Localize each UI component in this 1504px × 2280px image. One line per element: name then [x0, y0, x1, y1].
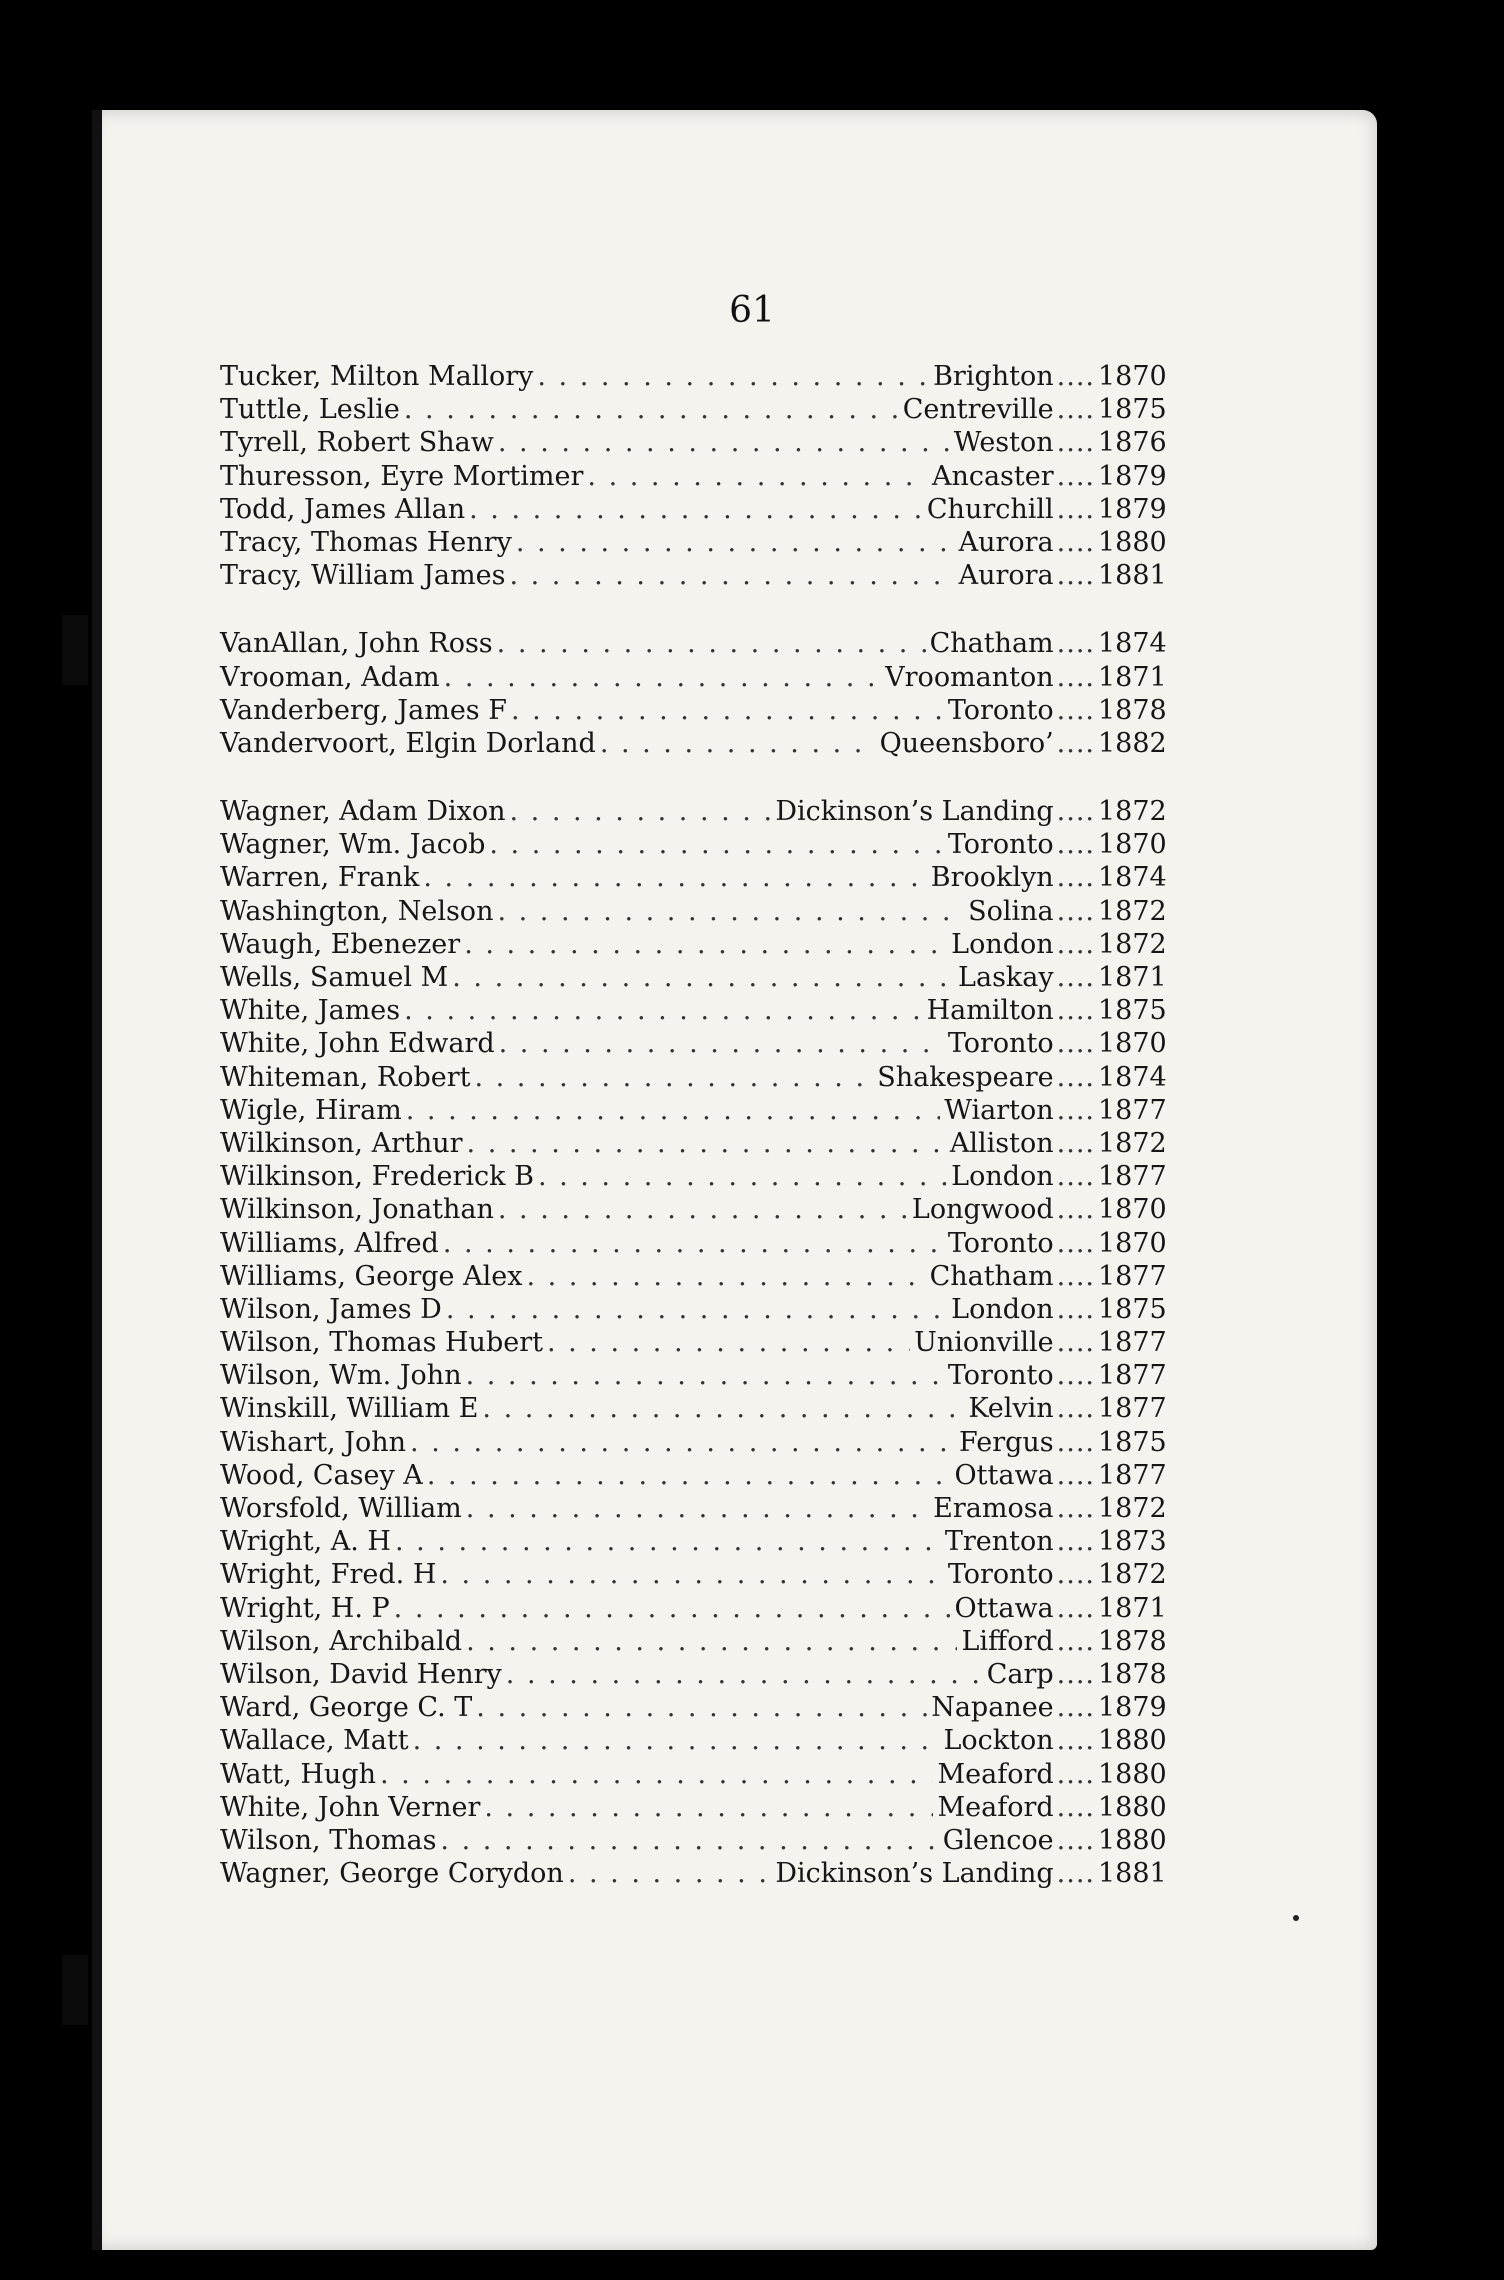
- list-item: [220, 1492, 1167, 1525]
- entry-name: Wallace, Matt: [220, 1725, 409, 1757]
- list-item: [220, 1691, 1167, 1724]
- entry-name: Vanderberg, James F: [220, 694, 507, 726]
- year-leader: ....: [1056, 796, 1095, 828]
- year-leader: ....: [1056, 1791, 1095, 1823]
- list-item: [220, 1758, 1167, 1791]
- dot-leader: [484, 1791, 933, 1824]
- dot-leader: [509, 559, 954, 592]
- entry-year: 1872: [1098, 1493, 1167, 1524]
- scan-speck: [1293, 1915, 1299, 1921]
- dot-leader: [516, 526, 955, 559]
- year-leader: ....: [1056, 1393, 1095, 1425]
- binding-mark-top: [62, 615, 88, 685]
- list-item: [220, 1558, 1167, 1591]
- entry-year: 1875: [1098, 1293, 1167, 1325]
- entry-place: Glencoe: [942, 1824, 1054, 1856]
- entry-year: 1871: [1098, 1592, 1167, 1624]
- name-group: [220, 627, 1167, 760]
- year-leader: ....: [1056, 995, 1095, 1027]
- list-item: [220, 360, 1167, 393]
- dot-leader: [476, 1691, 927, 1724]
- dot-leader: [482, 1392, 964, 1425]
- dot-leader: [404, 393, 899, 426]
- entry-name: Ward, George C. T: [220, 1692, 473, 1724]
- entry-year: 1871: [1098, 962, 1167, 993]
- dot-leader: [489, 828, 943, 861]
- dot-leader: [587, 460, 928, 493]
- entry-place: Lifford: [961, 1625, 1054, 1657]
- list-item: [220, 1857, 1167, 1890]
- year-leader: ....: [1056, 1327, 1095, 1359]
- entry-name: Thuresson, Eyre Mortimer: [220, 460, 584, 492]
- dot-leader: [446, 1293, 947, 1326]
- dot-leader: [466, 1359, 944, 1392]
- year-leader: ....: [1056, 1559, 1095, 1591]
- dot-leader: [498, 1193, 908, 1226]
- year-leader: ....: [1056, 1293, 1095, 1325]
- dot-leader: [440, 1824, 938, 1857]
- year-leader: ....: [1056, 727, 1095, 759]
- dot-leader: [410, 1426, 955, 1459]
- dot-leader: [423, 861, 926, 894]
- entry-name: Whiteman, Robert: [220, 1061, 471, 1093]
- entry-name: Wilson, Archibald: [220, 1625, 463, 1657]
- year-leader: ....: [1056, 694, 1095, 726]
- entry-name: Tucker, Milton Mallory: [220, 361, 534, 392]
- entry-place: Vroomanton: [885, 661, 1054, 693]
- entry-year: 1875: [1098, 995, 1167, 1027]
- entry-name: Warren, Frank: [220, 862, 420, 894]
- entry-name: Wright, A. H: [220, 1526, 391, 1558]
- entry-name: Vrooman, Adam: [220, 661, 440, 693]
- list-item: [220, 994, 1167, 1027]
- year-leader: ....: [1056, 1061, 1095, 1093]
- entry-name: Wells, Samuel M: [220, 962, 449, 993]
- entry-year: 1877: [1098, 1360, 1167, 1392]
- year-leader: ....: [1056, 1658, 1095, 1690]
- entry-year: 1874: [1098, 628, 1167, 660]
- entry-year: 1872: [1098, 895, 1167, 927]
- list-item: [220, 1326, 1167, 1359]
- list-item: [220, 1426, 1167, 1459]
- entry-name: VanAllan, John Ross: [220, 628, 493, 660]
- list-item: [220, 828, 1167, 861]
- year-leader: ....: [1056, 526, 1095, 558]
- list-item: [220, 559, 1167, 592]
- entry-place: Lockton: [943, 1725, 1054, 1757]
- entry-place: Longwood: [911, 1194, 1054, 1226]
- entry-year: 1870: [1098, 1028, 1167, 1060]
- list-item: [220, 1459, 1167, 1492]
- entry-year: 1879: [1098, 493, 1167, 525]
- dot-leader: [395, 1525, 941, 1558]
- entry-place: Brighton: [933, 361, 1054, 392]
- list-item: [220, 1359, 1167, 1392]
- entry-name: Williams, George Alex: [220, 1260, 523, 1292]
- entry-year: 1875: [1098, 394, 1167, 426]
- entry-place: Ottawa: [954, 1459, 1054, 1491]
- name-group: [220, 360, 1167, 592]
- entry-name: Wilson, Thomas Hubert: [220, 1327, 543, 1359]
- entry-place: Meaford: [937, 1758, 1054, 1790]
- year-leader: ....: [1056, 1493, 1095, 1524]
- list-item: [220, 1392, 1167, 1425]
- list-item: [220, 627, 1167, 660]
- entry-place: Ancaster: [931, 460, 1054, 492]
- entry-place: Chatham: [929, 628, 1054, 660]
- entry-place: Aurora: [958, 526, 1054, 558]
- entry-name: Wilkinson, Frederick B: [220, 1161, 534, 1193]
- dot-leader: [497, 895, 964, 928]
- dot-leader: [404, 994, 923, 1027]
- list-item: [220, 426, 1167, 459]
- list-item: [220, 961, 1167, 994]
- year-leader: ....: [1056, 460, 1095, 492]
- entry-name: Tyrell, Robert Shaw: [220, 427, 494, 459]
- dot-leader: [526, 1260, 925, 1293]
- entry-year: 1870: [1098, 361, 1167, 392]
- list-item: [220, 694, 1167, 727]
- list-item: [220, 1061, 1167, 1094]
- entry-place: Churchill: [926, 493, 1054, 525]
- list-item: [220, 861, 1167, 894]
- year-leader: ....: [1056, 862, 1095, 894]
- list-item: [220, 1227, 1167, 1260]
- dot-leader: [406, 1094, 940, 1127]
- entry-name: White, John Verner: [220, 1791, 481, 1823]
- entry-year: 1877: [1098, 1393, 1167, 1425]
- entry-place: London: [951, 1293, 1054, 1325]
- entry-name: Tracy, Thomas Henry: [220, 526, 512, 558]
- list-item: [220, 526, 1167, 559]
- list-item: [220, 1260, 1167, 1293]
- entry-year: 1877: [1098, 1161, 1167, 1193]
- year-leader: ....: [1056, 427, 1095, 459]
- entry-place: Ottawa: [954, 1592, 1054, 1624]
- year-leader: ....: [1056, 829, 1095, 861]
- entry-name: Wishart, John: [220, 1426, 407, 1458]
- entry-name: Wilkinson, Arthur: [220, 1127, 463, 1159]
- year-leader: ....: [1056, 361, 1095, 392]
- entry-name: White, James: [220, 995, 401, 1027]
- dot-leader: [498, 426, 950, 459]
- year-leader: ....: [1056, 1824, 1095, 1856]
- list-item: [220, 393, 1167, 426]
- entry-name: Worsfold, William: [220, 1493, 462, 1524]
- entry-place: Queensboro’: [879, 727, 1054, 759]
- entry-year: 1880: [1098, 1758, 1167, 1790]
- entry-year: 1870: [1098, 1227, 1167, 1259]
- dot-leader: [474, 1061, 873, 1094]
- entry-place: Wiarton: [944, 1094, 1054, 1126]
- year-leader: ....: [1056, 928, 1095, 960]
- year-leader: ....: [1056, 1194, 1095, 1226]
- entry-name: Wright, H. P: [220, 1592, 390, 1624]
- entry-place: Solina: [968, 895, 1054, 927]
- entry-year: 1880: [1098, 1791, 1167, 1823]
- dot-leader: [538, 1160, 947, 1193]
- year-leader: ....: [1056, 1161, 1095, 1193]
- dot-leader: [413, 1724, 940, 1757]
- entry-place: Napanee: [931, 1692, 1054, 1724]
- entry-name: Williams, Alfred: [220, 1227, 439, 1259]
- entry-year: 1871: [1098, 661, 1167, 693]
- dot-leader: [537, 360, 929, 393]
- list-item: [220, 1127, 1167, 1160]
- entry-name: Wilson, Thomas: [220, 1824, 437, 1856]
- entry-year: 1872: [1098, 1559, 1167, 1591]
- year-leader: ....: [1056, 1260, 1095, 1292]
- entry-place: London: [951, 928, 1054, 960]
- dot-leader: [511, 694, 944, 727]
- entry-name: Wilkinson, Jonathan: [220, 1194, 494, 1226]
- entry-name: Wright, Fred. H: [220, 1559, 437, 1591]
- dot-leader: [499, 1027, 944, 1060]
- entry-place: Kelvin: [968, 1393, 1054, 1425]
- entry-year: 1874: [1098, 1061, 1167, 1093]
- entry-year: 1872: [1098, 1127, 1167, 1159]
- entry-place: Unionville: [914, 1327, 1054, 1359]
- year-leader: ....: [1056, 1094, 1095, 1126]
- entry-year: 1879: [1098, 460, 1167, 492]
- year-leader: ....: [1056, 1692, 1095, 1724]
- list-item: [220, 795, 1167, 828]
- year-leader: ....: [1056, 1127, 1095, 1159]
- dot-leader: [600, 727, 876, 760]
- list-item: [220, 1027, 1167, 1060]
- page-edge-shadow: [92, 110, 102, 2250]
- year-leader: ....: [1056, 1028, 1095, 1060]
- entry-name: Wilson, James D: [220, 1293, 442, 1325]
- entry-year: 1877: [1098, 1094, 1167, 1126]
- entry-year: 1874: [1098, 862, 1167, 894]
- entry-place: Dickinson’s Landing: [775, 1858, 1054, 1890]
- entry-name: Wilson, Wm. John: [220, 1360, 462, 1392]
- entry-place: Shakespeare: [877, 1061, 1054, 1093]
- entry-name: Waugh, Ebenezer: [220, 928, 461, 960]
- year-leader: ....: [1056, 1426, 1095, 1458]
- dot-leader: [466, 1492, 929, 1525]
- entry-name: Wagner, Adam Dixon: [220, 796, 506, 828]
- list-item: [220, 1160, 1167, 1193]
- entry-year: 1879: [1098, 1692, 1167, 1724]
- year-leader: ....: [1056, 628, 1095, 660]
- entry-year: 1878: [1098, 694, 1167, 726]
- dot-leader: [497, 627, 926, 660]
- year-leader: ....: [1056, 493, 1095, 525]
- entry-place: Trenton: [944, 1526, 1054, 1558]
- year-leader: ....: [1056, 895, 1095, 927]
- list-item: [220, 1193, 1167, 1226]
- year-leader: ....: [1056, 560, 1095, 592]
- entry-name: Tuttle, Leslie: [220, 394, 400, 426]
- year-leader: ....: [1056, 1858, 1095, 1890]
- entry-year: 1878: [1098, 1658, 1167, 1690]
- entry-place: Eramosa: [933, 1493, 1054, 1524]
- entry-year: 1880: [1098, 1725, 1167, 1757]
- dot-leader: [440, 1558, 943, 1591]
- entry-place: Centreville: [902, 394, 1054, 426]
- group-gap: [220, 760, 1160, 795]
- list-item: [220, 661, 1167, 694]
- year-leader: ....: [1056, 661, 1095, 693]
- entry-year: 1882: [1098, 727, 1167, 759]
- list-item: [220, 1824, 1167, 1857]
- list-item: [220, 1625, 1167, 1658]
- entry-place: Dickinson’s Landing: [775, 796, 1054, 828]
- entry-name: Watt, Hugh: [220, 1758, 376, 1790]
- entry-place: Toronto: [947, 1360, 1054, 1392]
- entry-place: Chatham: [929, 1260, 1054, 1292]
- list-item: [220, 727, 1167, 760]
- list-item: [220, 460, 1167, 493]
- entry-name: White, John Edward: [220, 1028, 495, 1060]
- year-leader: ....: [1056, 1758, 1095, 1790]
- entry-year: 1870: [1098, 1194, 1167, 1226]
- entry-place: Weston: [953, 427, 1054, 459]
- entry-place: Hamilton: [926, 995, 1054, 1027]
- entry-name: Wagner, Wm. Jacob: [220, 829, 486, 861]
- entry-year: 1875: [1098, 1426, 1167, 1458]
- entry-year: 1872: [1098, 928, 1167, 960]
- list-item: [220, 493, 1167, 526]
- entry-name: Todd, James Allan: [220, 493, 466, 525]
- dot-leader: [568, 1857, 772, 1890]
- entry-year: 1881: [1098, 560, 1167, 592]
- list-item: [220, 1791, 1167, 1824]
- entry-place: Toronto: [947, 1028, 1054, 1060]
- entry-place: Toronto: [947, 1559, 1054, 1591]
- binding-mark-bottom: [62, 1955, 88, 2025]
- year-leader: ....: [1056, 1360, 1095, 1392]
- dot-leader: [506, 1658, 983, 1691]
- entry-place: London: [951, 1161, 1054, 1193]
- dot-leader: [466, 1625, 957, 1658]
- entry-name: Winskill, William E: [220, 1393, 479, 1425]
- list-item: [220, 1724, 1167, 1757]
- entry-place: Laskay: [958, 962, 1054, 993]
- entry-year: 1877: [1098, 1327, 1167, 1359]
- entry-place: Toronto: [947, 1227, 1054, 1259]
- year-leader: ....: [1056, 1459, 1095, 1491]
- year-leader: ....: [1056, 962, 1095, 993]
- entry-place: Fergus: [958, 1426, 1054, 1458]
- dot-leader: [464, 928, 947, 961]
- list-item: [220, 928, 1167, 961]
- name-group: [220, 795, 1167, 1890]
- entry-year: 1881: [1098, 1858, 1167, 1890]
- entry-year: 1878: [1098, 1625, 1167, 1657]
- list-item: [220, 1094, 1167, 1127]
- list-item: [220, 1658, 1167, 1691]
- dot-leader: [547, 1326, 910, 1359]
- year-leader: ....: [1056, 1725, 1095, 1757]
- dot-leader: [467, 1127, 946, 1160]
- dot-leader: [443, 1227, 944, 1260]
- entry-place: Toronto: [947, 694, 1054, 726]
- list-item: [220, 1592, 1167, 1625]
- entry-year: 1880: [1098, 1824, 1167, 1856]
- entry-year: 1877: [1098, 1260, 1167, 1292]
- dot-leader: [452, 961, 954, 994]
- entry-place: Carp: [986, 1658, 1054, 1690]
- dot-leader: [394, 1592, 951, 1625]
- entry-place: Meaford: [937, 1791, 1054, 1823]
- entry-place: Brooklyn: [930, 862, 1054, 894]
- entry-place: Alliston: [949, 1127, 1054, 1159]
- year-leader: ....: [1056, 1526, 1095, 1558]
- entry-name: Wood, Casey A: [220, 1459, 423, 1491]
- year-leader: ....: [1056, 1592, 1095, 1624]
- entry-name: Wilson, David Henry: [220, 1658, 502, 1690]
- year-leader: ....: [1056, 1625, 1095, 1657]
- entry-name: Wagner, George Corydon: [220, 1858, 564, 1890]
- entry-year: 1877: [1098, 1459, 1167, 1491]
- dot-leader: [427, 1459, 951, 1492]
- list-item: [220, 1293, 1167, 1326]
- list-item: [220, 895, 1167, 928]
- entry-year: 1870: [1098, 829, 1167, 861]
- entry-name: Tracy, William James: [220, 560, 506, 592]
- entry-place: Aurora: [958, 560, 1054, 592]
- page-number: 61: [729, 290, 775, 331]
- entry-year: 1872: [1098, 796, 1167, 828]
- dot-leader: [469, 493, 923, 526]
- entry-place: Toronto: [947, 829, 1054, 861]
- list-item: [220, 1525, 1167, 1558]
- year-leader: ....: [1056, 1227, 1095, 1259]
- entry-year: 1873: [1098, 1526, 1167, 1558]
- graduate-listing: [220, 360, 1167, 1890]
- entry-name: Washington, Nelson: [220, 895, 494, 927]
- entry-year: 1880: [1098, 526, 1167, 558]
- group-gap: [220, 592, 1160, 627]
- dot-leader: [380, 1758, 934, 1791]
- dot-leader: [444, 661, 882, 694]
- entry-name: Vandervoort, Elgin Dorland: [220, 727, 596, 759]
- entry-year: 1876: [1098, 427, 1167, 459]
- year-leader: ....: [1056, 394, 1095, 426]
- entry-name: Wigle, Hiram: [220, 1094, 402, 1126]
- dot-leader: [509, 795, 771, 828]
